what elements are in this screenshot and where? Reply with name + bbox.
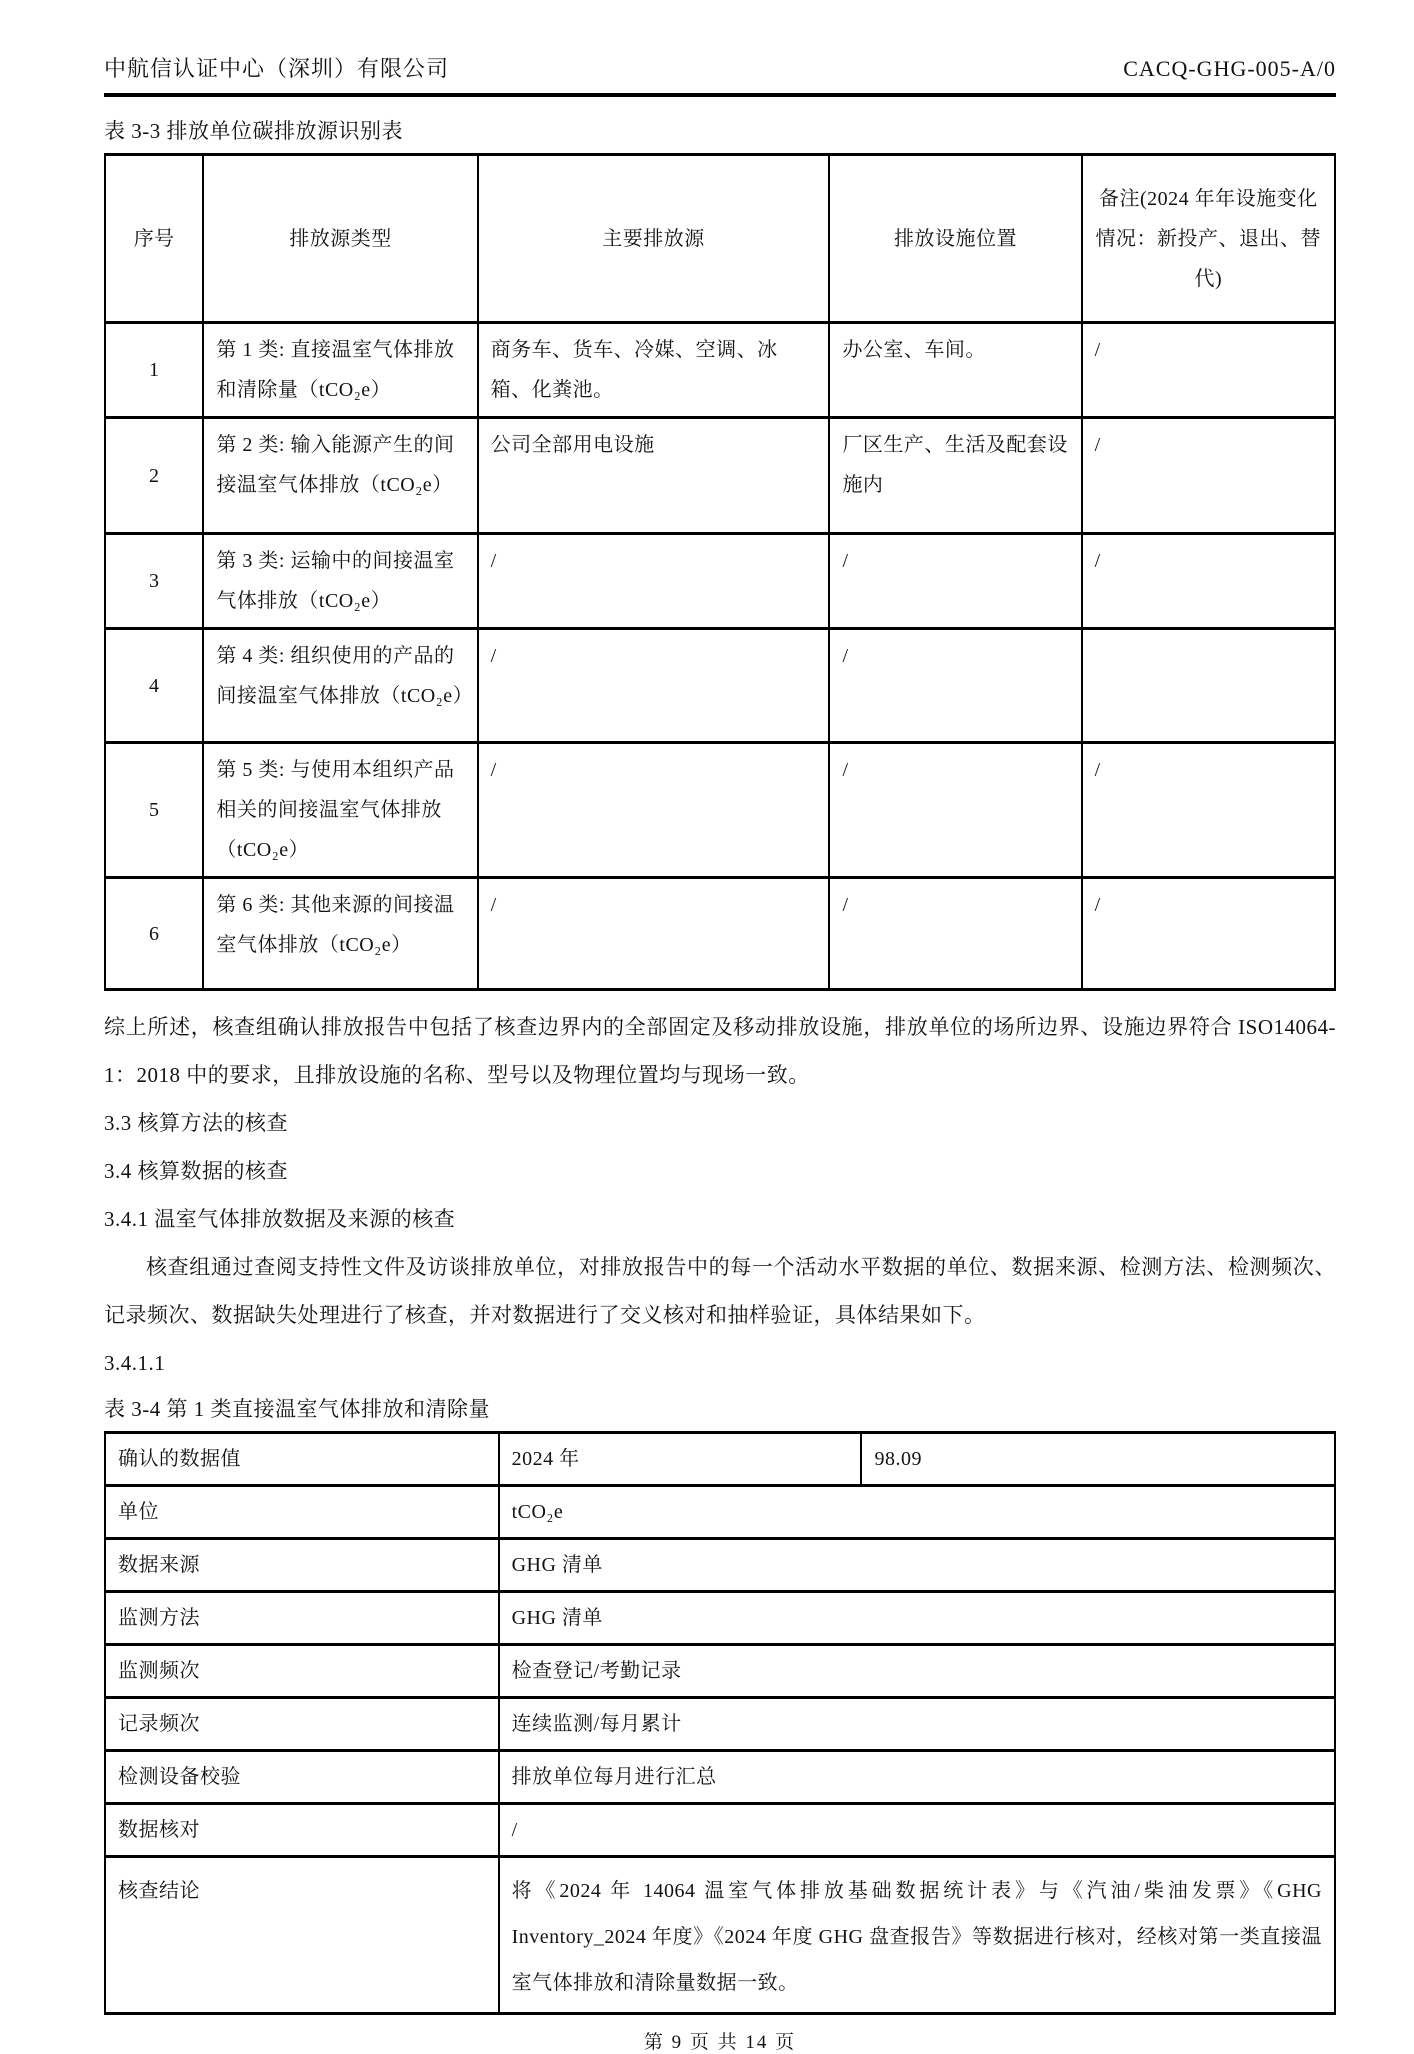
section-3-4-1-1-heading: 3.4.1.1 bbox=[104, 1351, 166, 1375]
table-row bbox=[105, 1592, 1335, 1645]
table-row bbox=[105, 1433, 1335, 1486]
document-header bbox=[104, 52, 1336, 83]
section-3-4-1-heading: 3.4.1 温室气体排放数据及来源的核查 bbox=[104, 1207, 456, 1231]
table33-header-row bbox=[105, 155, 1335, 323]
section-3-3-heading: 3.3 核算方法的核查 bbox=[104, 1111, 288, 1135]
cell-no: 1 bbox=[105, 323, 203, 418]
section-3-4-heading: 3.4 核算数据的核查 bbox=[104, 1159, 288, 1183]
page-number: 第 9 页 共 14 页 bbox=[643, 2032, 797, 2053]
emission-source-table bbox=[104, 153, 1336, 991]
cell-location: 办公室、车间。 bbox=[829, 323, 1081, 418]
cell-source: / bbox=[478, 629, 830, 743]
cell-label: 单位 bbox=[105, 1486, 499, 1539]
cell-value: 检查登记/考勤记录 bbox=[499, 1645, 1335, 1698]
cell-value: GHG 清单 bbox=[499, 1592, 1335, 1645]
cell-source: / bbox=[478, 878, 830, 990]
cell-no: 5 bbox=[105, 743, 203, 878]
cell-type: 第 2 类: 输入能源产生的间接温室气体排放（tCO₂e） bbox=[203, 418, 477, 534]
cell-note: / bbox=[1082, 323, 1335, 418]
company-name: 中航信认证中心（深圳）有限公司 bbox=[104, 56, 450, 81]
table-row bbox=[105, 1804, 1335, 1857]
cell-label: 检测设备校验 bbox=[105, 1751, 499, 1804]
header-divider bbox=[104, 93, 1336, 97]
cell-no: 2 bbox=[105, 418, 203, 534]
col-header-note: 备注(2024 年年设施变化情况：新投产、退出、替代) bbox=[1082, 155, 1335, 323]
cell-label: 监测频次 bbox=[105, 1645, 499, 1698]
cell-type: 第 1 类: 直接温室气体排放和清除量（tCO₂e） bbox=[203, 323, 477, 418]
cell-no: 6 bbox=[105, 878, 203, 990]
cell-source: / bbox=[478, 743, 830, 878]
cell-source: 商务车、货车、冷媒、空调、冰箱、化粪池。 bbox=[478, 323, 830, 418]
col-header-location: 排放设施位置 bbox=[829, 155, 1081, 323]
cell-note bbox=[1082, 629, 1335, 743]
cell-label: 记录频次 bbox=[105, 1698, 499, 1751]
table-row bbox=[105, 878, 1335, 990]
cell-type: 第 3 类: 运输中的间接温室气体排放（tCO₂e） bbox=[203, 534, 477, 629]
table-row bbox=[105, 418, 1335, 534]
col-header-source: 主要排放源 bbox=[478, 155, 830, 323]
table-row bbox=[105, 1486, 1335, 1539]
cell-value: tCO₂e bbox=[499, 1486, 1335, 1539]
body-text-block bbox=[104, 1003, 1336, 1387]
cell-type: 第 6 类: 其他来源的间接温室气体排放（tCO₂e） bbox=[203, 878, 477, 990]
cell-note: / bbox=[1082, 418, 1335, 534]
table-row bbox=[105, 534, 1335, 629]
table34-caption: 表 3-4 第 1 类直接温室气体排放和清除量 bbox=[104, 1397, 490, 1421]
cell-location: / bbox=[829, 743, 1081, 878]
table33-caption: 表 3-3 排放单位碳排放源识别表 bbox=[104, 119, 403, 143]
cell-label: 数据核对 bbox=[105, 1804, 499, 1857]
cell-no: 4 bbox=[105, 629, 203, 743]
cell-type: 第 4 类: 组织使用的产品的间接温室气体排放（tCO₂e） bbox=[203, 629, 477, 743]
cell-location: / bbox=[829, 629, 1081, 743]
cell-value: 将《2024 年 14064 温室气体排放基础数据统计表》与《汽油/柴油发票》《GHG Inventory_2024 年度》《2024 年度 GHG 盘查报告》等数据进行核对，经核对第一类直接温室气体排放和清除量数据一致。 bbox=[499, 1857, 1335, 2014]
cell-label: 核查结论 bbox=[105, 1857, 499, 2014]
col-header-type: 排放源类型 bbox=[203, 155, 477, 323]
cell-location: / bbox=[829, 534, 1081, 629]
table-row bbox=[105, 1857, 1335, 2014]
cell-source: / bbox=[478, 534, 830, 629]
cell-label: 监测方法 bbox=[105, 1592, 499, 1645]
cell-value: 排放单位每月进行汇总 bbox=[499, 1751, 1335, 1804]
cell-no: 3 bbox=[105, 534, 203, 629]
col-header-no: 序号 bbox=[105, 155, 203, 323]
category1-data-table bbox=[104, 1431, 1336, 2015]
cell-note: / bbox=[1082, 534, 1335, 629]
cell-value2: 98.09 bbox=[861, 1433, 1335, 1486]
summary-paragraph: 综上所述，核查组确认排放报告中包括了核查边界内的全部固定及移动排放设施，排放单位的场所边界、设施边界符合 ISO14064-1：2018 中的要求，且排放设施的名称、型号以及物理位置均与现场一致。 bbox=[104, 1015, 1336, 1087]
table-row bbox=[105, 323, 1335, 418]
cell-label: 确认的数据值 bbox=[105, 1433, 499, 1486]
table-row bbox=[105, 1698, 1335, 1751]
table-row bbox=[105, 1645, 1335, 1698]
table-row bbox=[105, 1539, 1335, 1592]
cell-value: GHG 清单 bbox=[499, 1539, 1335, 1592]
cell-value: / bbox=[499, 1804, 1335, 1857]
cell-type: 第 5 类: 与使用本组织产品相关的间接温室气体排放（tCO₂e） bbox=[203, 743, 477, 878]
table-row bbox=[105, 629, 1335, 743]
table-row bbox=[105, 743, 1335, 878]
section-3-4-1-paragraph: 核查组通过查阅支持性文件及访谈排放单位，对排放报告中的每一个活动水平数据的单位、数据来源、检测方法、检测频次、记录频次、数据缺失处理进行了核查，并对数据进行了交义核对和抽样验证，具体结果如下。 bbox=[104, 1255, 1336, 1327]
cell-value: 2024 年 bbox=[499, 1433, 862, 1486]
cell-source: 公司全部用电设施 bbox=[478, 418, 830, 534]
cell-location: / bbox=[829, 878, 1081, 990]
cell-label: 数据来源 bbox=[105, 1539, 499, 1592]
cell-note: / bbox=[1082, 743, 1335, 878]
cell-location: 厂区生产、生活及配套设施内 bbox=[829, 418, 1081, 534]
cell-value: 连续监测/每月累计 bbox=[499, 1698, 1335, 1751]
document-code: CACQ-GHG-005-A/0 bbox=[1123, 56, 1336, 81]
table-row bbox=[105, 1751, 1335, 1804]
cell-note: / bbox=[1082, 878, 1335, 990]
